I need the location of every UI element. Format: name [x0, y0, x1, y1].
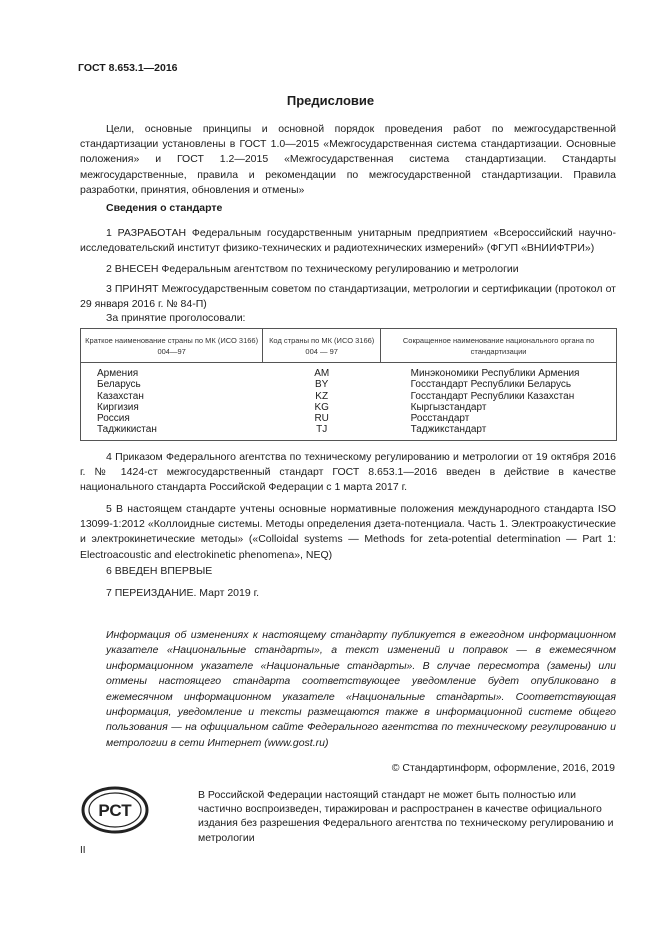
table-header-row	[81, 329, 617, 363]
table-row	[81, 424, 617, 440]
country-cell: Беларусь	[97, 379, 141, 391]
code-cell: KZ	[315, 390, 329, 402]
table-row	[81, 363, 617, 380]
voted-caption: За принятие проголосовали:	[106, 312, 246, 324]
change-info-notice: Информация об изменениях к настоящему стандарту публикуется в ежегодном информационном указателе «Национальные стандарты», а текст изменений и поправок — в ежемесячном информационном указателе «Национальные стандарты». В случае пересмотра (замены) или отмены настоящего стандарта соответствующее уведомление будет опубликовано в ежемесячном информационном указателе «Национальные стандарты». Соответствующая информация, уведомление и тексты размещаются также в информационной системе общего пользования — на официальном сайте Федерального агентства по техническому регулированию и метрологии в сети Интернет (www.gost.ru)	[106, 629, 616, 749]
preface-intro: Цели, основные принципы и основной порядок проведения работ по межгосударственной стандартизации установлены в ГОСТ 1.0—2015 «Межгосударственная система стандартизации. Основные положения» и ГОСТ 1.2—2015 «Межгосударственная система стандартизации. Стандарты межгосударственные, правила и рекомендации по межгосударственной стандартизации. Правила разработки, принятия, обновления и отмены»	[80, 123, 616, 196]
body-cell: Госстандарт Республики Беларусь	[410, 379, 572, 391]
body-cell: Росстандарт	[410, 413, 470, 425]
standard-item-2: 2 ВНЕСЕН Федеральным агентством по техническому регулированию и метрологии	[106, 263, 519, 275]
table-row	[81, 413, 617, 424]
table-header-code: Код страны по МК (ИСО 3166) 004 — 97	[263, 329, 381, 363]
code-cell: BY	[315, 379, 329, 391]
page-number: II	[80, 845, 86, 856]
country-cell: Россия	[97, 413, 130, 425]
standard-item-7: 7 ПЕРЕИЗДАНИЕ. Март 2019 г.	[106, 587, 260, 599]
rst-certification-mark-icon	[80, 785, 150, 835]
preface-title: Предисловие	[286, 93, 375, 108]
voting-table	[80, 328, 617, 441]
reproduction-notice: В Российской Федерации настоящий стандарт не может быть полностью или частично воспроизведен, тиражирован и распространен в качестве официального издания без разрешения Федерального агентства по техническому регулированию и метрологии	[198, 789, 614, 844]
body-cell: Таджикстандарт	[410, 424, 487, 436]
standard-item-6: 6 ВВЕДЕН ВПЕРВЫЕ	[106, 565, 213, 577]
body-cell: Кыргызстандарт	[410, 401, 487, 413]
standard-item-1: 1 РАЗРАБОТАН Федеральным государственным унитарным предприятием «Всероссийский научно-исследовательский институт физико-технических и радиотехнических измерений» (ФГУП «ВНИИФТРИ»)	[80, 227, 616, 255]
document-code: ГОСТ 8.653.1—2016	[78, 62, 178, 74]
table-header-body: Сокращенное наименование национального органа по стандартизации	[381, 329, 617, 363]
copyright: © Стандартинформ, оформление, 2016, 2019	[391, 762, 615, 774]
standard-item-5: 5 В настоящем стандарте учтены основные нормативные положения международного стандарта ISO 13099-1:2012 «Коллоидные системы. Методы определения дзета-потенциала. Часть 1. Электроакустические и электрокинетические методы» («Colloidal systems — Methods for zeta-potential determination — Part 1: Electroacoustic and electrokinetic phenomena», NEQ)	[80, 503, 616, 561]
standard-item-3: 3 ПРИНЯТ Межгосударственным советом по стандартизации, метрологии и сертификации (протокол от 29 января 2016 г. № 84-П)	[80, 283, 616, 311]
code-cell: KG	[314, 401, 329, 413]
body-cell: Госстандарт Республики Казахстан	[410, 390, 575, 402]
code-cell: RU	[314, 413, 329, 425]
table-row	[81, 402, 617, 413]
standard-info-heading: Сведения о стандарте	[106, 202, 223, 214]
country-cell: Армения	[97, 368, 139, 379]
code-cell: AM	[314, 368, 330, 379]
country-cell: Киргизия	[97, 401, 139, 413]
table-row	[81, 379, 617, 390]
body-cell: Минэкономики Республики Армения	[410, 368, 580, 379]
standard-item-4: 4 Приказом Федерального агентства по техническому регулированию и метрологии от 19 октября 2016 г. № 1424-ст межгосударственный стандарт ГОСТ 8.653.1—2016 введен в действие в качестве национального стандарта Российской Федерации с 1 марта 2017 г.	[80, 451, 616, 494]
table-row	[81, 391, 617, 402]
logo-text: РСТ	[98, 801, 132, 820]
table-header-country: Краткое наименование страны по МК (ИСО 3166) 004—97	[81, 329, 263, 363]
country-cell: Казахстан	[97, 390, 144, 402]
country-cell: Таджикистан	[97, 424, 157, 436]
code-cell: TJ	[316, 424, 328, 436]
